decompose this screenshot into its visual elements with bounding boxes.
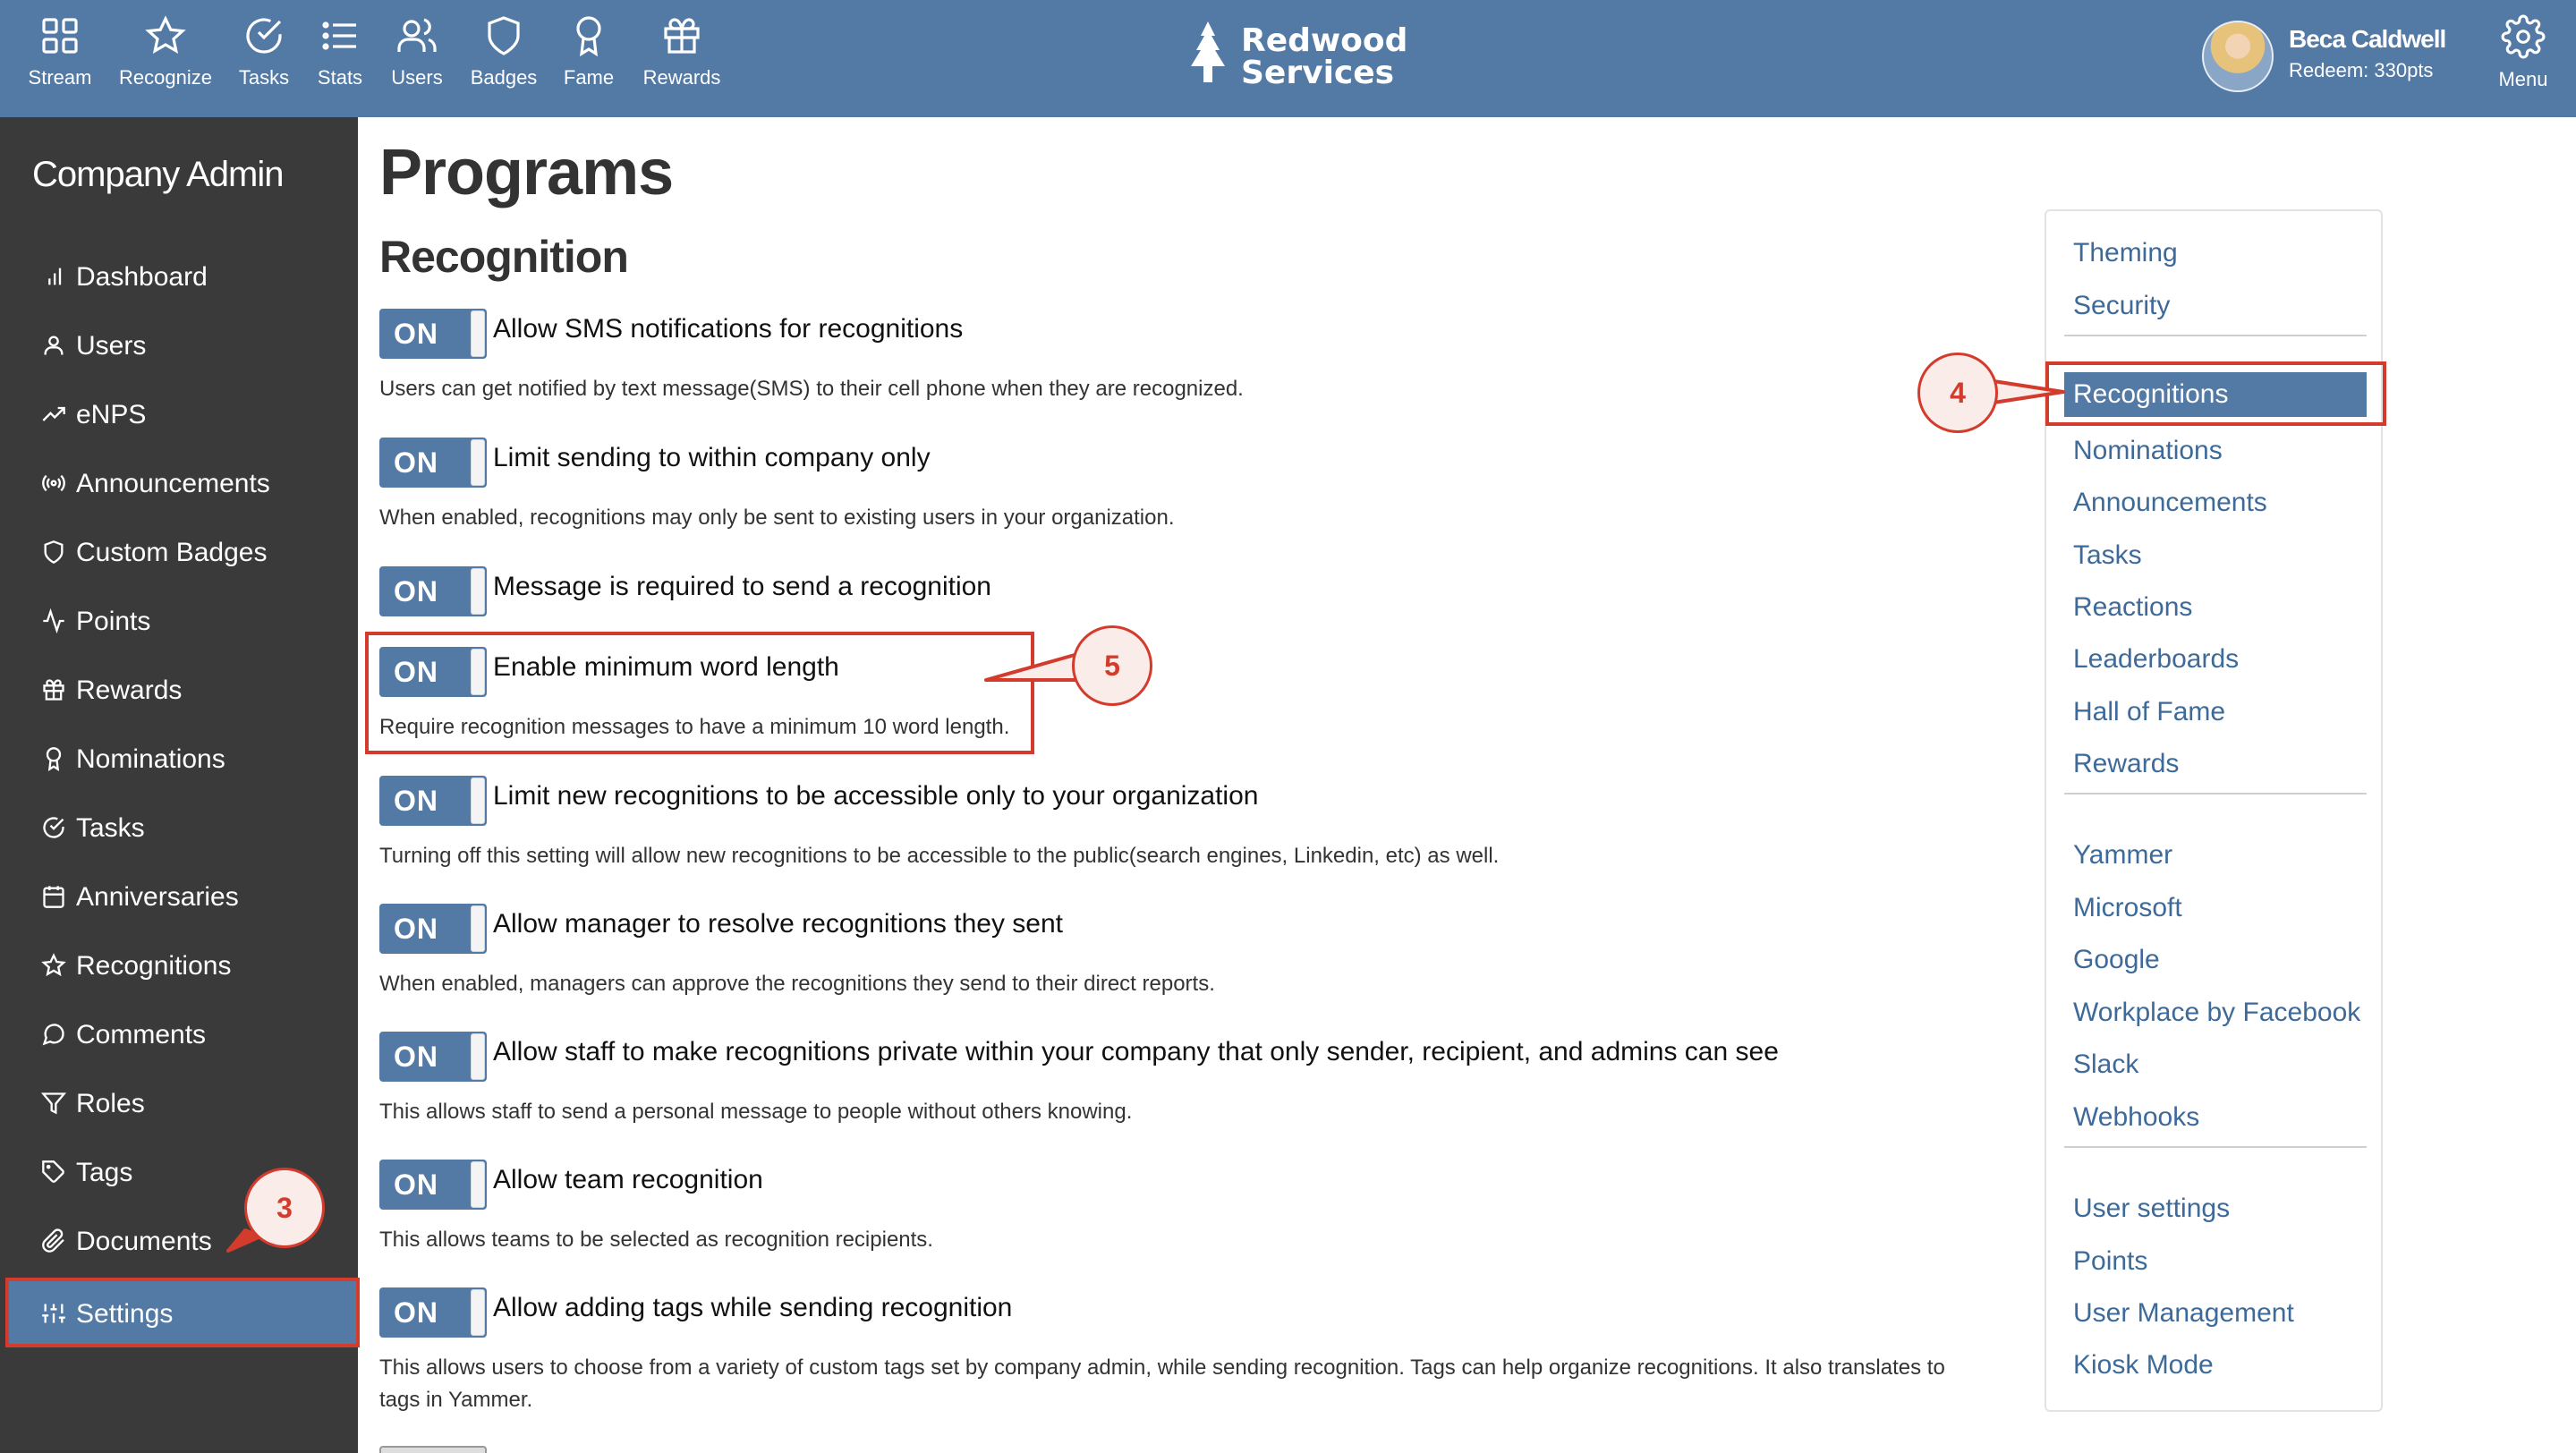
sidebar-item-label: Comments [76,1020,207,1049]
sidebar-item-custom-badges[interactable] [0,520,358,584]
sidebar-item-users[interactable] [0,313,358,378]
nav-fame-label: Fame [563,66,615,89]
toggle-knob [471,1289,485,1336]
sidebar-item-label: Anniversaries [76,882,239,912]
paperclip-icon [41,1228,66,1253]
sidebar-item-label: Tags [76,1158,133,1187]
sidebar-item-nominations[interactable] [0,726,358,791]
toggle-knob [471,905,485,952]
sidebar-item-label: Tasks [76,813,145,843]
sidebar-item-tasks[interactable] [0,795,358,860]
rp-link-theming[interactable]: Theming [2073,238,2178,268]
toggle-on-label: ON [394,1168,438,1201]
toggle-switch[interactable] [379,1446,487,1453]
sidebar-item-label: Documents [76,1227,212,1256]
menu-label: Menu [2498,68,2548,90]
sidebar-item-roles[interactable] [0,1071,358,1135]
setting-description: When enabled, recognitions may only be sent to existing users in your organization. [379,506,1175,530]
divider [2064,793,2367,794]
callout-4: 4 [1917,353,1998,433]
nav-stream-label: Stream [28,66,92,89]
trend-icon [41,402,66,427]
toggle-on-label: ON [394,1041,438,1073]
user-redeem-points[interactable]: Redeem: 330pts [2289,59,2434,81]
toggle-switch[interactable] [379,904,487,954]
setting-description: This allows teams to be selected as recognition recipients. [379,1228,933,1252]
setting-description: Users can get notified by text message(SMS) to their cell phone when they are recognized. [379,377,1244,401]
setting-label: Allow staff to make recognitions private within your company that only sender, recipient, and admins can see [493,1037,1779,1066]
sidebar-item-label: Recognitions [76,951,232,981]
setting-label: Enable minimum word length [493,652,839,682]
sidebar-item-label: Custom Badges [76,538,268,567]
sidebar-item-label: Rewards [76,676,183,705]
toggle-switch[interactable] [379,776,487,826]
setting-label: Message is required to send a recognition [493,572,991,601]
rp-link-tasks[interactable]: Tasks [2073,540,2142,570]
sidebar-item-label: Users [76,331,147,361]
nav-users-label: Users [391,66,443,89]
rp-link-user-settings[interactable]: User settings [2073,1194,2231,1223]
callout-5: 5 [1072,625,1152,706]
filter-icon [41,1091,66,1116]
toggle-on-label: ON [394,656,438,688]
toggle-on-label: ON [394,913,438,945]
award-icon [41,746,66,771]
toggle-knob [471,439,485,486]
check-circle-icon [242,14,285,57]
grid-icon [38,14,81,57]
setting-description: Require recognition messages to have a minimum 10 word length. [379,715,1010,739]
sidebar-item-comments[interactable] [0,1002,358,1066]
divider [2064,335,2367,336]
menu-button[interactable] [2470,14,2576,91]
sidebar-item-settings[interactable] [9,1281,356,1344]
toggle-on-label: ON [394,785,438,817]
toggle-knob [471,1033,485,1080]
sliders-icon [41,1301,66,1326]
sidebar-item-label: Roles [76,1089,145,1118]
logo-text-line1: Redwood [1241,22,1408,59]
setting-description: Turning off this setting will allow new recognitions to be accessible to the public(search engines, Linkedin, etc) as well. [379,844,1500,868]
user-icon [41,333,66,358]
sidebar-item-label: eNPS [76,400,147,429]
award-icon [567,14,610,57]
bar-chart-icon [41,264,66,289]
toggle-switch[interactable] [379,1287,487,1338]
rp-link-security[interactable]: Security [2073,291,2171,320]
rp-link-leaderboards[interactable]: Leaderboards [2073,644,2240,674]
sidebar-item-rewards[interactable] [0,658,358,722]
comment-icon [41,1022,66,1047]
setting-label: Limit new recognitions to be accessible only to your organization [493,781,1259,811]
rp-link-nominations[interactable]: Nominations [2073,436,2223,465]
nav-rewards-label: Rewards [642,66,721,89]
list-icon [319,14,361,57]
sidebar-item-label: Dashboard [76,262,208,292]
tag-icon [41,1160,66,1185]
section-title: Recognition [379,232,628,282]
toggle-switch[interactable] [379,438,487,488]
shield-icon [482,14,525,57]
rp-link-points[interactable]: Points [2073,1246,2148,1276]
nav-recognize-label: Recognize [119,66,212,89]
rp-link-slack[interactable]: Slack [2073,1049,2139,1079]
toggle-switch[interactable] [379,566,487,616]
callout-3: 3 [244,1168,325,1248]
rp-link-recognitions[interactable]: Recognitions [2064,372,2367,417]
toggle-on-label: ON [394,1296,438,1329]
nav-badges-label: Badges [470,66,538,89]
sidebar-item-points[interactable] [0,589,358,653]
nav-stream[interactable] [6,14,114,89]
setting-label: Allow adding tags while sending recognition [493,1293,1013,1322]
toggle-on-label: ON [394,575,438,608]
sidebar-item-announcements[interactable] [0,451,358,515]
gift-icon [660,14,703,57]
nav-stats-label: Stats [317,66,363,89]
setting-description: This allows staff to send a personal message to people without others knowing. [379,1100,1133,1124]
rp-link-workplace-by-facebook[interactable]: Workplace by Facebook [2073,998,2361,1027]
nav-recognize[interactable] [112,14,219,89]
toggle-switch[interactable] [379,1032,487,1082]
rp-link-webhooks[interactable]: Webhooks [2073,1102,2200,1132]
star-icon [41,953,66,978]
toggle-switch[interactable] [379,309,487,359]
sidebar-item-anniversaries[interactable] [0,864,358,929]
sidebar-item-label: Announcements [76,469,270,498]
rp-link-yammer[interactable]: Yammer [2073,840,2173,870]
rp-link-rewards[interactable]: Rewards [2073,749,2180,778]
logo-text-line2: Services [1241,55,1395,91]
divider [2064,1146,2367,1148]
toggle-on-label: ON [394,318,438,350]
activity-icon [41,608,66,633]
setting-label: Limit sending to within company only [493,443,931,472]
broadcast-icon [41,471,66,496]
toggle-knob [471,568,485,615]
sidebar-item-label: Nominations [76,744,225,774]
check-circle-icon [41,815,66,840]
rp-link-reactions[interactable]: Reactions [2073,592,2193,622]
star-icon [144,14,187,57]
page-title: Programs [379,137,674,208]
toggle-knob [471,310,485,357]
rp-link-user-management[interactable]: User Management [2073,1298,2294,1328]
highlight-recognitions-link [2045,361,2386,426]
company-logo[interactable] [1186,20,1408,91]
setting-description: When enabled, managers can approve the recognitions they send to their direct reports. [379,972,1215,996]
sidebar-title: Company Admin [32,155,284,194]
gift-icon [41,677,66,702]
rp-link-kiosk-mode[interactable]: Kiosk Mode [2073,1350,2214,1380]
nav-fame[interactable] [535,14,642,89]
sidebar-item-label: Settings [76,1299,174,1329]
nav-rewards[interactable] [628,14,735,89]
rp-link-hall-of-fame[interactable]: Hall of Fame [2073,697,2226,726]
toggle-knob [471,777,485,824]
toggle-switch[interactable] [379,1160,487,1210]
users-icon [395,14,438,57]
toggle-knob [471,1161,485,1208]
setting-next-partial [379,1446,1990,1453]
setting-label: Allow manager to resolve recognitions they sent [493,909,1064,939]
admin-sidebar [0,117,358,1453]
sidebar-item-enps[interactable] [0,382,358,446]
tree-icon [1186,20,1230,88]
toggle-on-label: ON [394,446,438,479]
rp-link-google[interactable]: Google [2073,945,2160,974]
sidebar-item-dashboard[interactable] [0,244,358,309]
gear-icon [2501,14,2546,59]
shield-icon [41,540,66,565]
top-navigation-bar [0,0,2576,117]
highlight-min-word-length [365,632,1034,754]
calendar-icon [41,884,66,909]
rp-link-microsoft[interactable]: Microsoft [2073,893,2182,922]
setting-label: Allow team recognition [493,1165,763,1194]
setting-label: Allow SMS notifications for recognitions [493,314,964,344]
nav-tasks-label: Tasks [238,66,290,89]
setting-description: This allows users to choose from a variety of custom tags set by company admin, while sending recognition. Tags can help organize recognitions. It also translates to tags in Yammer. [379,1355,1945,1412]
user-name[interactable]: Beca Caldwell [2289,25,2446,53]
sidebar-item-label: Points [76,607,151,636]
avatar[interactable] [2202,21,2274,92]
sidebar-item-recognitions[interactable] [0,933,358,998]
rp-link-announcements[interactable]: Announcements [2073,488,2267,517]
